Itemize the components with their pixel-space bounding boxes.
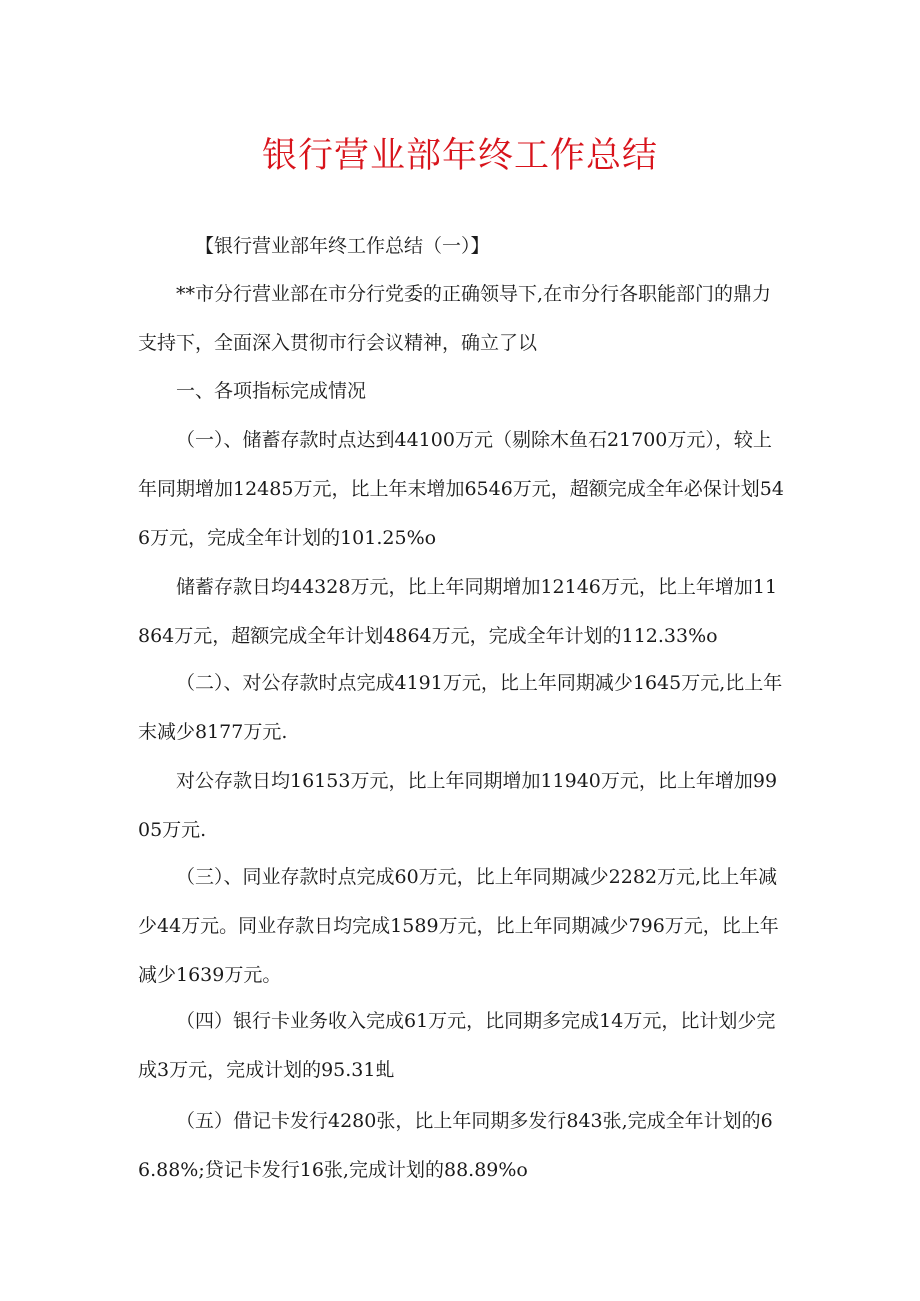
item-savings-daily: 储蓄存款日均44328万元，比上年同期增加12146万元，比上年增加11864万元，超额完成全年计划4864万元，完成全年计划的112.33%o	[138, 576, 778, 647]
item-bank-card-income: （四）银行卡业务收入完成61万元，比同期多完成14万元，比计划少完成3万元，完成计划的95.31虬	[138, 1010, 776, 1081]
item-interbank-deposits: （三）、同业存款时点完成60万元，比上年同期减少2282万元,比上年减少44万元。同业存款日均完成1589万元，比上年同期减少796万元，比上年减少1639万元。	[138, 866, 779, 986]
item-card-issuance: （五）借记卡发行4280张，比上年同期多发行843张,完成全年计划的66.88%;贷记卡发行16张,完成计划的88.89%o	[138, 1110, 773, 1181]
item-corporate-daily: 对公存款日均16153万元，比上年同期增加11940万元，比上年增加9905万元.	[138, 770, 778, 841]
intro-paragraph: **市分行营业部在市分行党委的正确领导下,在市分行各职能部门的鼎力支持下，全面深入贯彻市行会议精神，确立了以	[138, 283, 772, 354]
item-corporate-point: （二）、对公存款时点完成4191万元，比上年同期减少1645万元,比上年末减少8177万元.	[138, 672, 783, 743]
section-heading: 一、各项指标完成情况	[176, 380, 367, 402]
item-savings-point: （一）、储蓄存款时点达到44100万元（剔除木鱼石21700万元），较上年同期增加12485万元，比上年末增加6546万元，超额完成全年必保计划546万元，完成全年计划的101.25%o	[138, 429, 784, 549]
document-title: 银行营业部年终工作总结	[261, 136, 658, 176]
section-subtitle: 【银行营业部年终工作总结（一）】	[195, 235, 490, 257]
